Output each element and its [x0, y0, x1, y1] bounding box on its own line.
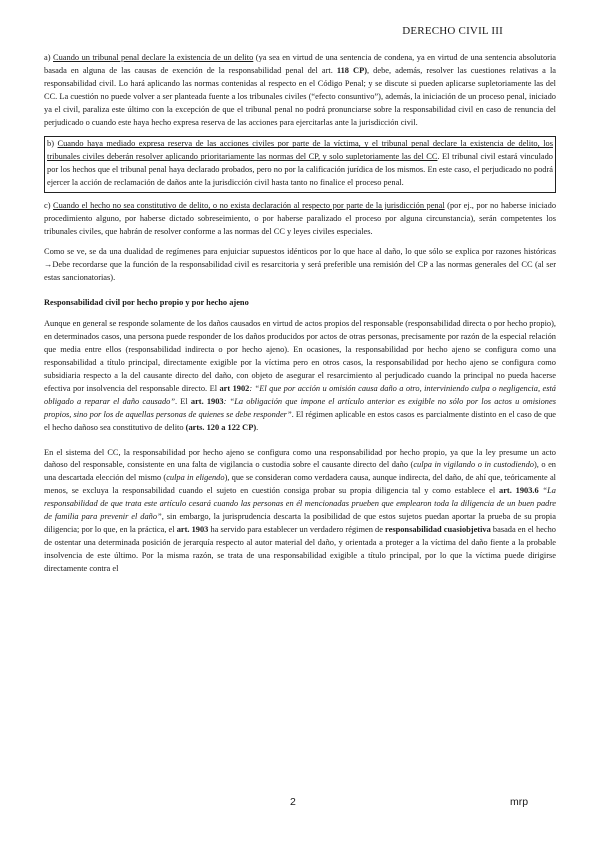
paragraph-sistema: [44, 447, 556, 576]
paragraph-text: . El: [174, 396, 191, 406]
article-1902-quote: : “El que por acción u omisión causa daño a otro, interviniendo culpa o negligencia, está obligado a reparar el daño causado”: [44, 383, 556, 406]
paragraph-aunque: [44, 318, 556, 434]
cp-articles-ref: (arts. 120 a 122 CP): [185, 422, 257, 432]
cuasiobjetiva-term: responsabilidad cuasiobjetiva: [385, 525, 491, 534]
paragraph-b-text: . El tribunal civil estará vinculado por los hechos que el tribunal penal haya declarado probados, pero no por la calificación jurídica de los mismos. En este caso, el perjudicado no podrá ejercer la acción de reclamación de daños ante la jurisdicción civil hasta tanto no finalice el proceso penal.: [47, 152, 553, 188]
section-title: Responsabilidad civil por hecho propio y por hecho ajeno: [44, 297, 249, 307]
paragraph-text: ), que se consideran como verdadera causa, aunque indirecta, del daño, de ahí que, teóricamente al menos, se excluya la responsabilidad cuando el sujeto en cuestión consiga probar su propia diligencia tal y como establece el: [44, 473, 556, 496]
culpa-in-eligendo: culpa in eligendo: [166, 473, 225, 483]
article-1903-6-quote: “La responsabilidad de que trata este artículo cesará cuando las personas en él mencionadas prueben que emplearon toda la diligencia de un buen padre de familia para prevenir el daño”: [44, 486, 556, 522]
paragraph-a-text: (ya sea en virtud de una sentencia de condena, ya en virtud de una sentencia absolutoria basada en alguna de las causas de exención de la responsabilidad penal del art.: [44, 53, 556, 75]
paragraph-text: , sin embargo, la jurisprudencia descarta la posibilidad de que estos sujetos puedan aportar la prueba de su propia diligencia; por lo que, en la práctica, el: [44, 512, 556, 534]
paragraph-c: [44, 200, 556, 239]
paragraph-text: ), o en una descartada elección del mismo (: [44, 460, 556, 483]
paragraph-c-text: (por ej., por no haberse iniciado procedimiento alguno, por haberse dictado sobreseimiento, o por haberse paralizado el proceso por alguna circunstancia), serán competentes los tribunales civiles, que habrán de resolver conforme a las normas del CC y leyes civiles especiales.: [44, 201, 557, 236]
paragraph-b: [47, 138, 553, 190]
article-1903-ref: art. 1903: [176, 525, 209, 534]
culpa-in-vigilando: culpa in vigilando o in custodiendo: [413, 460, 534, 470]
cp-reference: 118 CP): [336, 65, 368, 75]
paragraph-text: Aunque en general se responde solamente de los daños causados en virtud de actos propios del responsable (responsabilidad directa o por hecho propio), en determinados casos, una persona puede responder de los daños producidos por actos de otras personas, precisamente por razón de la especial relación que media entre ellos (responsabilidad indirecta o por hecho ajeno). En ocasiones, la responsabilidad por hecho ajeno se configura como una responsabilidad a título principal, directamente exigible por la víctima pero en otros casos, la responsabilidad por hecho ajeno se configura como subsidiaria respecto a la del causante directo del daño, con objeto de asegurar el resarcimiento al perjudicado cuando la principal no pueda hacerse efectiva por insolvencia del responsable directo. El: [44, 319, 556, 393]
paragraph-duality: Como se ve, se da una dualidad de regímenes para enjuiciar supuestos idénticos por lo que hace al daño, lo que sólo se explica por razones históricas →Debe recordarse que la función de la responsabilidad civil es resarcitoria y será preferible una remisión del CP a las normas generales del CC (al ser estas sancionatorias).: [44, 246, 556, 282]
paragraph-a-lead: Cuando un tribunal penal declare la existencia de un delito: [53, 53, 254, 62]
article-1903-6-ref: art. 1903.6: [499, 486, 539, 496]
list-marker: a): [44, 53, 54, 62]
paragraph-a: [44, 52, 556, 129]
paragraph-text: .: [256, 422, 259, 432]
document-body: [44, 52, 556, 583]
paragraph-b-lead: Cuando haya mediado expresa reserva de las acciones civiles por parte de la víctima, y el tribunal penal declare la existencia de delito, los tribunales civiles deberán resolver aplicando prioritariamente las normas del CP, y solo supletoriamente las del CC: [47, 139, 554, 162]
page-number: 2: [290, 796, 296, 808]
paragraph-b-box: [44, 136, 556, 193]
article-1903-quote: : “La obligación que impone el artículo anterior es exigible no sólo por los actos u omisiones propios, sino por los de aquellas personas de quienes se debe responder”: [44, 396, 556, 419]
paragraph-text: En el sistema del CC, la responsabilidad por hecho ajeno se configura como una responsabilidad por hecho propio, ya que la ley presume un acto dañoso del responsable, consistente en una falta de vigilancia o custodia sobre el causante directo del daño (: [44, 447, 556, 470]
list-marker: c): [44, 201, 54, 211]
paragraph-a-text-2: , debe, además, resolver las cuestiones relativas a la responsabilidad civil. Lo hará aplicando las normas contenidas al respecto en el Código Penal; y se discute si pueden aplicarse supletoriamente las del CC. La cuestión no puede volver a ser planteada fuente a los tribunales civiles (“efecto consuntivo”), además, la iniciación de un proceso penal, iniciado ya el civil, paraliza este último con la excepción de que el tribunal penal no podrá pronunciarse sobre la responsabilidad civil en caso de renuncia del perjudicado o cuando este haya hecho expresa reserva de las acciones para ejercitarlas ante la jurisdicción civil.: [44, 65, 557, 127]
list-marker: b): [47, 139, 58, 149]
paragraph-c-lead: Cuando el hecho no sea constitutivo de delito, o no exista declaración al respecto por parte de la jurisdicción penal: [53, 201, 445, 211]
article-1903-ref: art. 1903: [190, 396, 224, 406]
document-header: DERECHO CIVIL III: [402, 25, 503, 37]
author-initials: mrp: [510, 796, 529, 808]
paragraph-text: . El régimen aplicable en estos casos es parcialmente distinto en el caso de que el hecho dañoso sea constitutivo de delito: [44, 409, 556, 432]
paragraph-text: basada en el hecho de ostentar una determinada posición de jerarquía respecto al autor material del daño, y orientada a proteger a la víctima del daño fiente a la probable insolvencia de este último. Por la misma razón, se trata de una responsabilidad exigible a título principal, por lo que la víctima puede dirigirse directamente contra el: [44, 525, 556, 573]
paragraph-text: ha servido para establecer un verdadero régimen de: [208, 525, 386, 534]
article-1902-ref: art 1902: [219, 383, 250, 393]
